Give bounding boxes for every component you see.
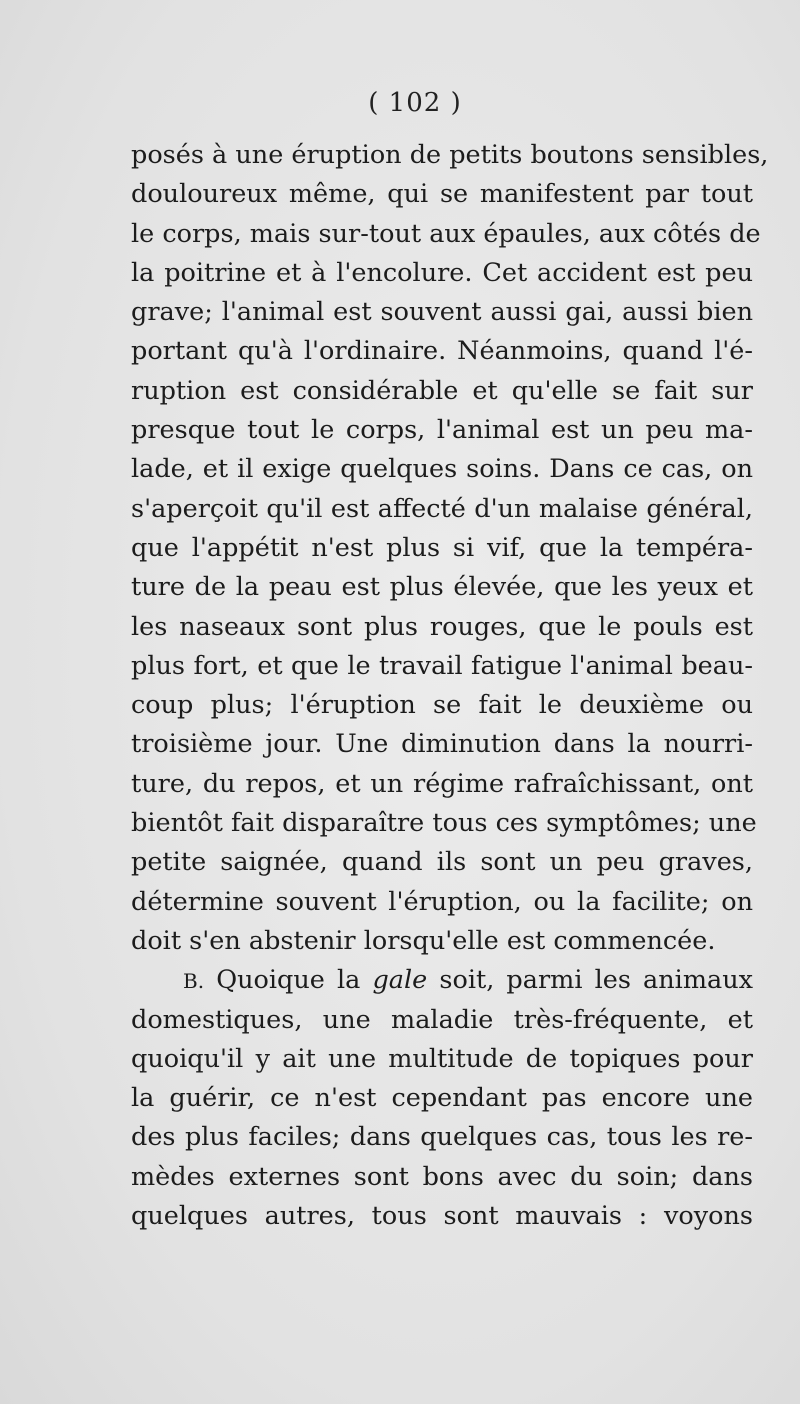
emphasis-term: gale [372,965,428,996]
text-line: quoiqu'il y ait une multitude de topiques pour [131,1043,753,1074]
text-line: mèdes externes sont bons avec du soin; dans [131,1161,753,1192]
text-line: posés à une éruption de petits boutons sensibles, [131,140,769,170]
text-line: domestiques, une maladie très-fréquente, et [131,1004,753,1035]
text-line: presque tout le corps, l'animal est un peu ma- [131,415,753,446]
body-text [131,136,769,1236]
text-line: quelques autres, tous sont mauvais : voyons [131,1201,753,1232]
text-run: Quoique la [216,965,361,996]
paragraph-1 [131,136,769,961]
text-line: lade, et il exige quelques soins. Dans ce cas, on [131,454,753,485]
text-line: coup plus; l'éruption se fait le deuxième ou [131,690,753,721]
text-line: ture de la peau est plus élevée, que les yeux et [131,572,753,603]
text-line: petite saignée, quand ils sont un peu graves, [131,847,753,878]
text-line: les naseaux sont plus rouges, que le pouls est [131,611,753,642]
text-line: la guérir, ce n'est cependant pas encore une [131,1083,753,1114]
text-line: grave; l'animal est souvent aussi gai, aussi bien [131,297,753,328]
text-line: douloureux même, qui se manifestent par tout [131,179,753,210]
text-line: troisième jour. Une diminution dans la nourri- [131,729,753,760]
text-line: bientôt fait disparaître tous ces symptômes; une [131,808,757,839]
text-line: détermine souvent l'éruption, ou la facilite; on [131,886,753,917]
page-number: ( 102 ) [368,88,462,118]
text-line: que l'appétit n'est plus si vif, que la tempéra- [131,532,753,563]
text-line: la poitrine et à l'encolure. Cet accident est peu [131,257,753,288]
text-line: des plus faciles; dans quelques cas, tous les re- [131,1122,753,1153]
text-line: plus fort, et que le travail fatigue l'animal beau- [131,650,753,681]
text-line: portant qu'à l'ordinaire. Néanmoins, quand l'é- [131,336,753,367]
text-line: doit s'en abstenir lorsqu'elle est commencée. [131,925,716,956]
paragraph-2 [131,961,753,1236]
text-line: le corps, mais sur-tout aux épaules, aux côtés de [131,218,761,249]
text-line: s'aperçoit qu'il est affecté d'un malaise général, [131,493,753,524]
text-run: soit, parmi les animaux [439,965,754,996]
text-line: ture, du repos, et un régime rafraîchissant, ont [131,768,753,799]
text-line-first [131,961,753,1000]
paragraph-marker: B. [183,969,205,994]
text-line: ruption est considérable et qu'elle se fait sur [131,375,753,406]
